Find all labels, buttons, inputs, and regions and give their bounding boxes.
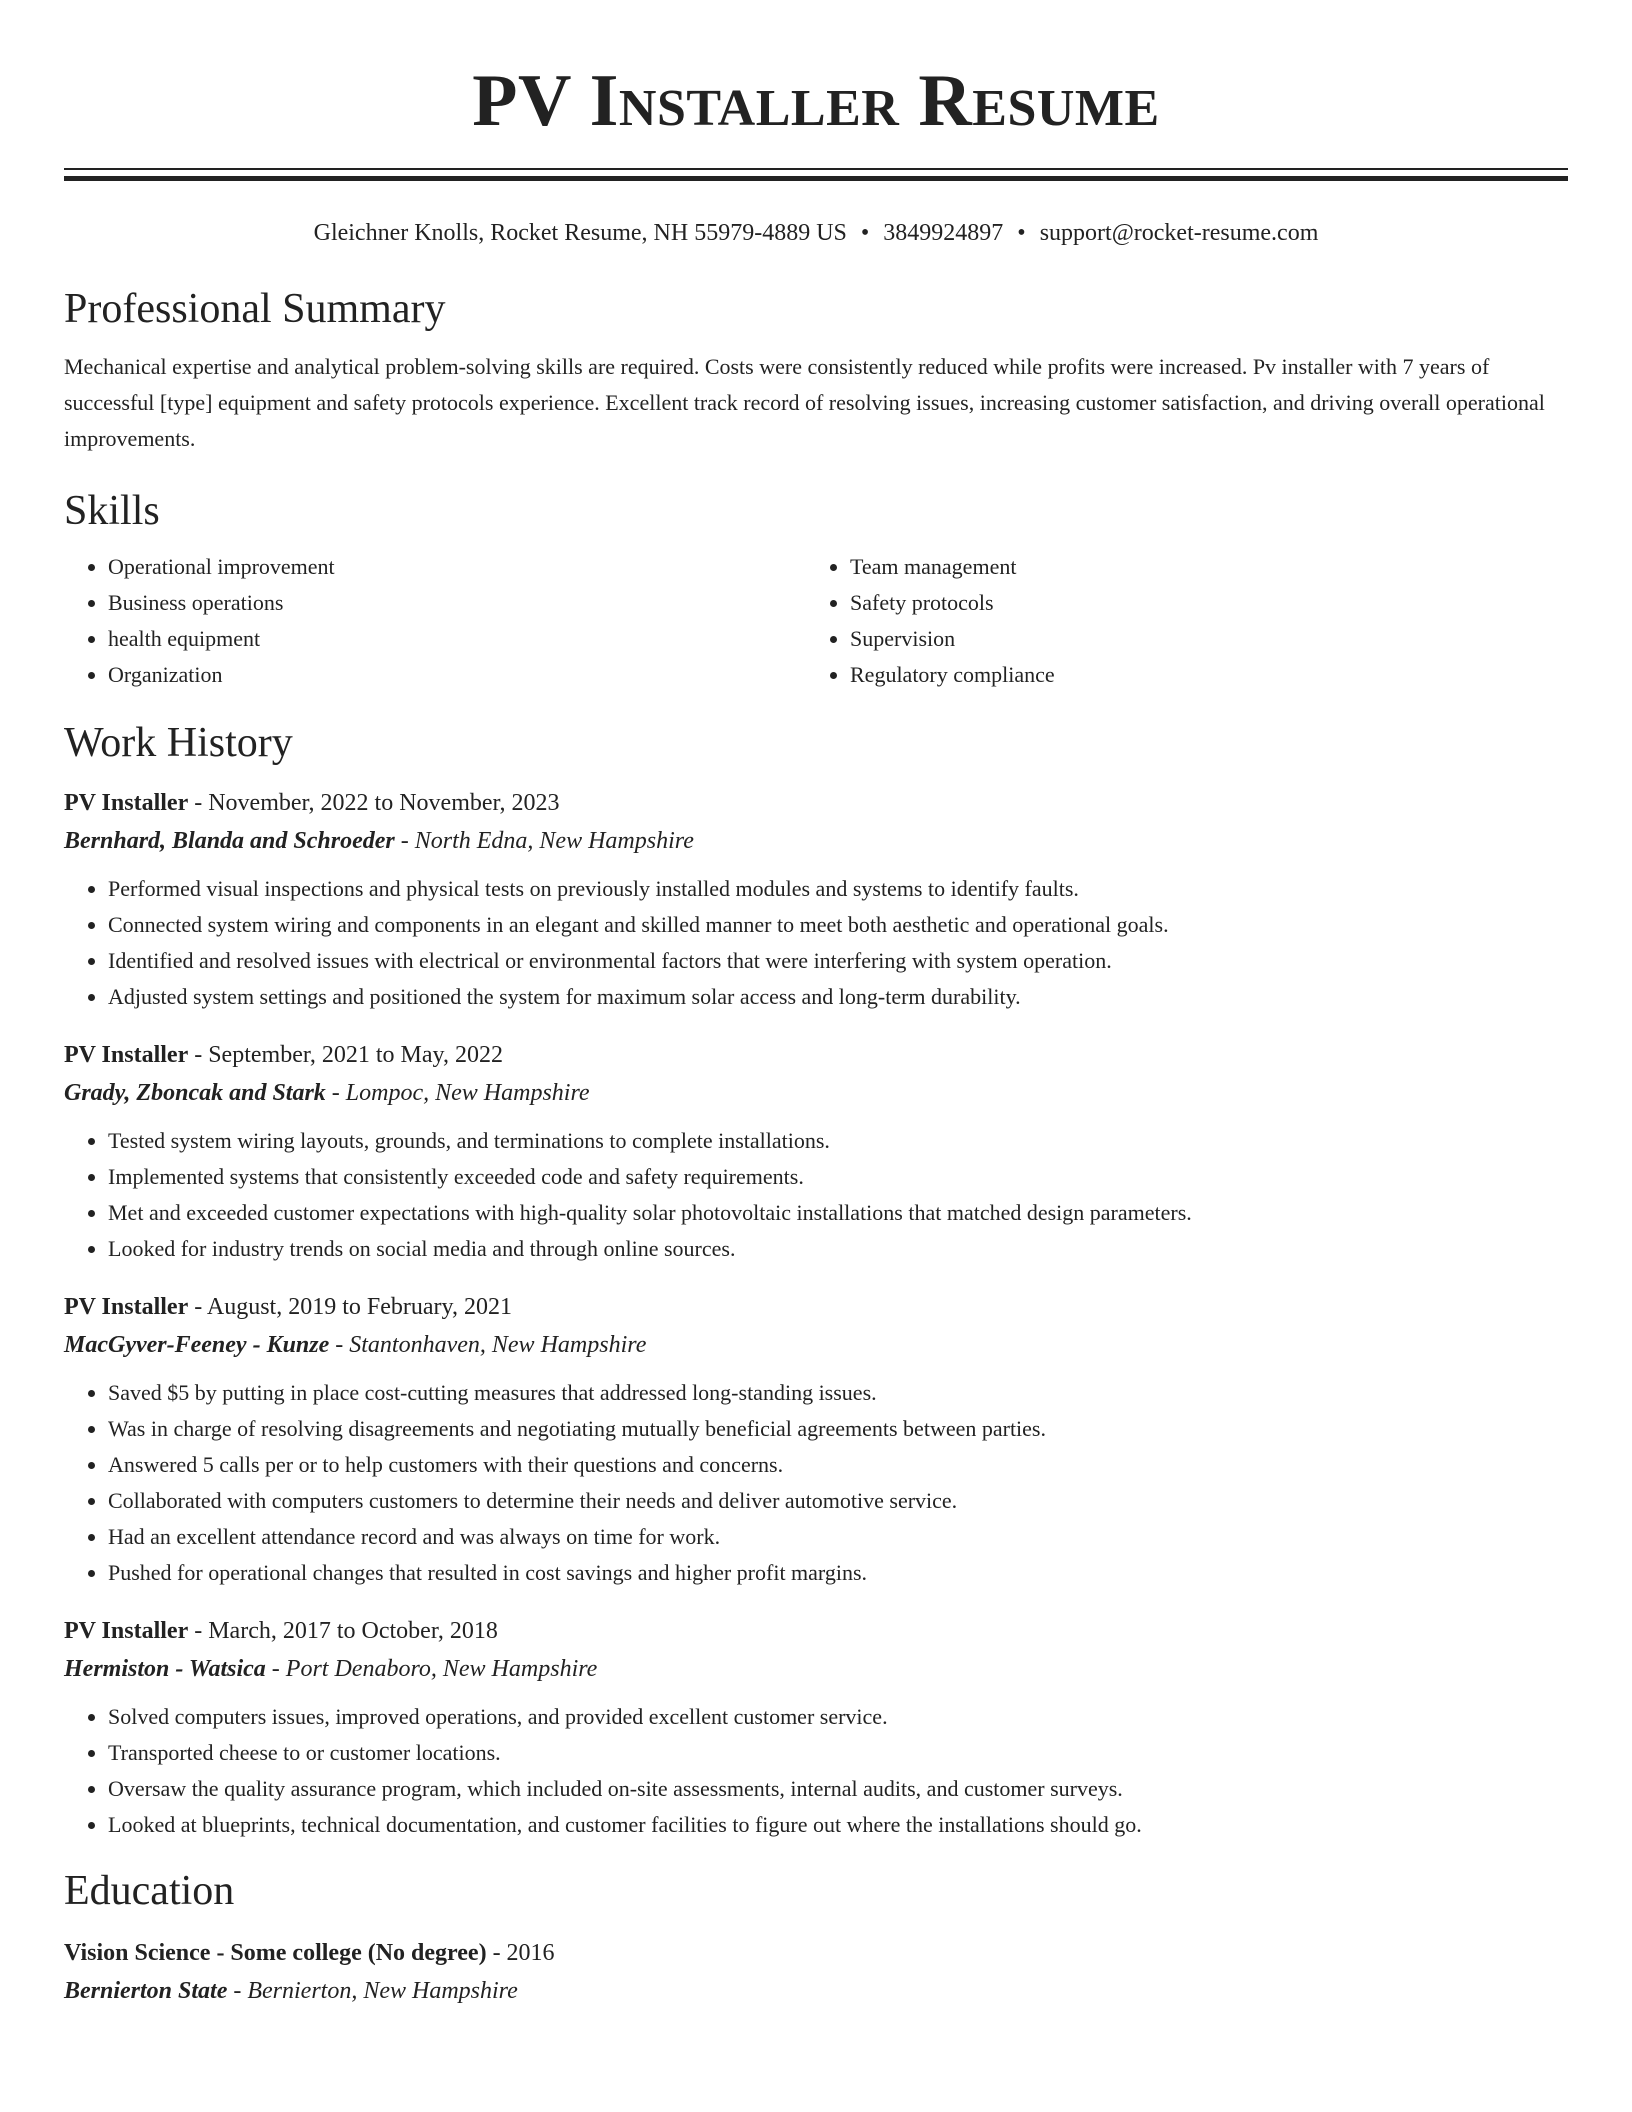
resume-page	[64, 0, 1568, 2011]
job-dates: - March, 2017 to October, 2018	[188, 1618, 498, 1644]
job-company-line	[64, 1325, 1568, 1365]
job-bullet: • Collaborated with computers customers to determine their needs and deliver automotive service.	[108, 1483, 1568, 1519]
job-company-line	[64, 1073, 1568, 1113]
education-entry	[64, 1935, 1568, 2011]
job-location: - Port Denaboro, New Hampshire	[265, 1656, 598, 1682]
job-dates: - November, 2022 to November, 2023	[188, 790, 560, 816]
job-title-line	[64, 785, 1568, 821]
job-bullets	[64, 1375, 1568, 1591]
job-entry	[64, 1037, 1568, 1267]
contact-separator: •	[860, 220, 870, 246]
education-year: - 2016	[486, 1940, 555, 1966]
contact-address: Gleichner Knolls, Rocket Resume, NH 55979-4889 US	[313, 220, 847, 246]
job-company-line	[64, 1649, 1568, 1689]
job-company: MacGyver-Feeney - Kunze	[64, 1332, 330, 1358]
job-location: - Stantonhaven, New Hampshire	[329, 1332, 647, 1358]
job-location: - North Edna, New Hampshire	[394, 828, 694, 854]
education-degree: Vision Science - Some college (No degree)	[64, 1940, 487, 1966]
summary-heading: Professional Summary	[64, 286, 446, 332]
title-rule-thin	[64, 168, 1568, 170]
job-company: Grady, Zboncak and Stark	[64, 1080, 326, 1106]
job-title-line	[64, 1289, 1568, 1325]
job-title: PV Installer	[64, 1294, 189, 1320]
job-title-line	[64, 1037, 1568, 1073]
contact-line	[64, 217, 1568, 249]
job-company-line	[64, 821, 1568, 861]
skill-item: • Safety protocols	[850, 585, 1548, 621]
skill-item: • health equipment	[108, 621, 806, 657]
skills-column-left	[64, 549, 806, 693]
skill-item: • Business operations	[108, 585, 806, 621]
job-bullets	[64, 1123, 1568, 1267]
job-title-line	[64, 1613, 1568, 1649]
job-bullet: • Looked at blueprints, technical documentation, and customer facilities to figure out where the installations should go.	[108, 1807, 1568, 1843]
job-bullet: • Answered 5 calls per or to help customers with their questions and concerns.	[108, 1447, 1568, 1483]
education-location: - Bernierton, New Hampshire	[227, 1978, 518, 2004]
contact-separator: •	[1017, 220, 1026, 246]
job-bullet: • Tested system wiring layouts, grounds, and terminations to complete installations.	[108, 1123, 1568, 1159]
skill-item: • Regulatory compliance	[850, 657, 1548, 693]
job-bullet: • Looked for industry trends on social media and through online sources.	[108, 1231, 1568, 1267]
skill-item: • Organization	[108, 657, 806, 693]
job-dates: - August, 2019 to February, 2021	[188, 1294, 512, 1320]
job-company: Hermiston - Watsica	[64, 1656, 266, 1682]
work-history-heading: Work History	[64, 720, 293, 766]
education-heading: Education	[64, 1868, 235, 1914]
job-title: PV Installer	[64, 1042, 189, 1068]
education-school: Bernierton State	[64, 1978, 228, 2004]
resume-title: PV Installer Resume	[472, 60, 1160, 142]
job-bullet: • Met and exceeded customer expectations with high-quality solar photovoltaic installations that matched design parameters.	[108, 1195, 1568, 1231]
contact-phone: 3849924897	[883, 220, 1004, 246]
summary-text: Mechanical expertise and analytical problem-solving skills are required. Costs were consistently reduced while profits were increased. Pv installer with 7 years of successful [type] equipment and safety protocols experience. Excellent track record of resolving issues, increasing customer satisfaction, and driving overall operational improvements.	[64, 354, 1545, 451]
skills-column-right	[806, 549, 1548, 693]
skill-item: • Operational improvement	[108, 549, 806, 585]
job-bullet: • Pushed for operational changes that resulted in cost savings and higher profit margins.	[108, 1555, 1568, 1591]
job-bullet: • Identified and resolved issues with electrical or environmental factors that were interfering with system operation.	[108, 943, 1568, 979]
job-bullet: • Performed visual inspections and physical tests on previously installed modules and systems to identify faults.	[108, 871, 1568, 907]
job-entry	[64, 785, 1568, 1015]
job-bullet: • Saved $5 by putting in place cost-cutting measures that addressed long-standing issues.	[108, 1375, 1568, 1411]
job-bullets	[64, 1699, 1568, 1843]
job-company: Bernhard, Blanda and Schroeder	[64, 828, 395, 854]
job-bullet: • Connected system wiring and components in an elegant and skilled manner to meet both aesthetic and operational goals.	[108, 907, 1568, 943]
skills-heading: Skills	[64, 488, 160, 534]
job-bullet: • Had an excellent attendance record and was always on time for work.	[108, 1519, 1568, 1555]
contact-email: support@rocket-resume.com	[1039, 220, 1319, 246]
education-school-line	[64, 1971, 1568, 2011]
job-title: PV Installer	[64, 1618, 189, 1644]
skills-list	[64, 549, 1568, 693]
job-entry	[64, 1289, 1568, 1591]
job-location: - Lompoc, New Hampshire	[325, 1080, 590, 1106]
job-bullets	[64, 871, 1568, 1015]
education-degree-line	[64, 1935, 1568, 1971]
job-dates: - September, 2021 to May, 2022	[188, 1042, 503, 1068]
job-bullet: • Solved computers issues, improved operations, and provided excellent customer service.	[108, 1699, 1568, 1735]
job-bullet: • Oversaw the quality assurance program, which included on-site assessments, internal audits, and customer surveys.	[108, 1771, 1568, 1807]
job-bullet: • Was in charge of resolving disagreements and negotiating mutually beneficial agreements between parties.	[108, 1411, 1568, 1447]
job-bullet: • Transported cheese to or customer locations.	[108, 1735, 1568, 1771]
skill-item: • Supervision	[850, 621, 1548, 657]
skill-item: • Team management	[850, 549, 1548, 585]
job-entry	[64, 1613, 1568, 1843]
job-bullet: • Adjusted system settings and positioned the system for maximum solar access and long-term durability.	[108, 979, 1568, 1015]
job-bullet: • Implemented systems that consistently exceeded code and safety requirements.	[108, 1159, 1568, 1195]
job-title: PV Installer	[64, 790, 189, 816]
title-rule-thick	[64, 176, 1568, 181]
